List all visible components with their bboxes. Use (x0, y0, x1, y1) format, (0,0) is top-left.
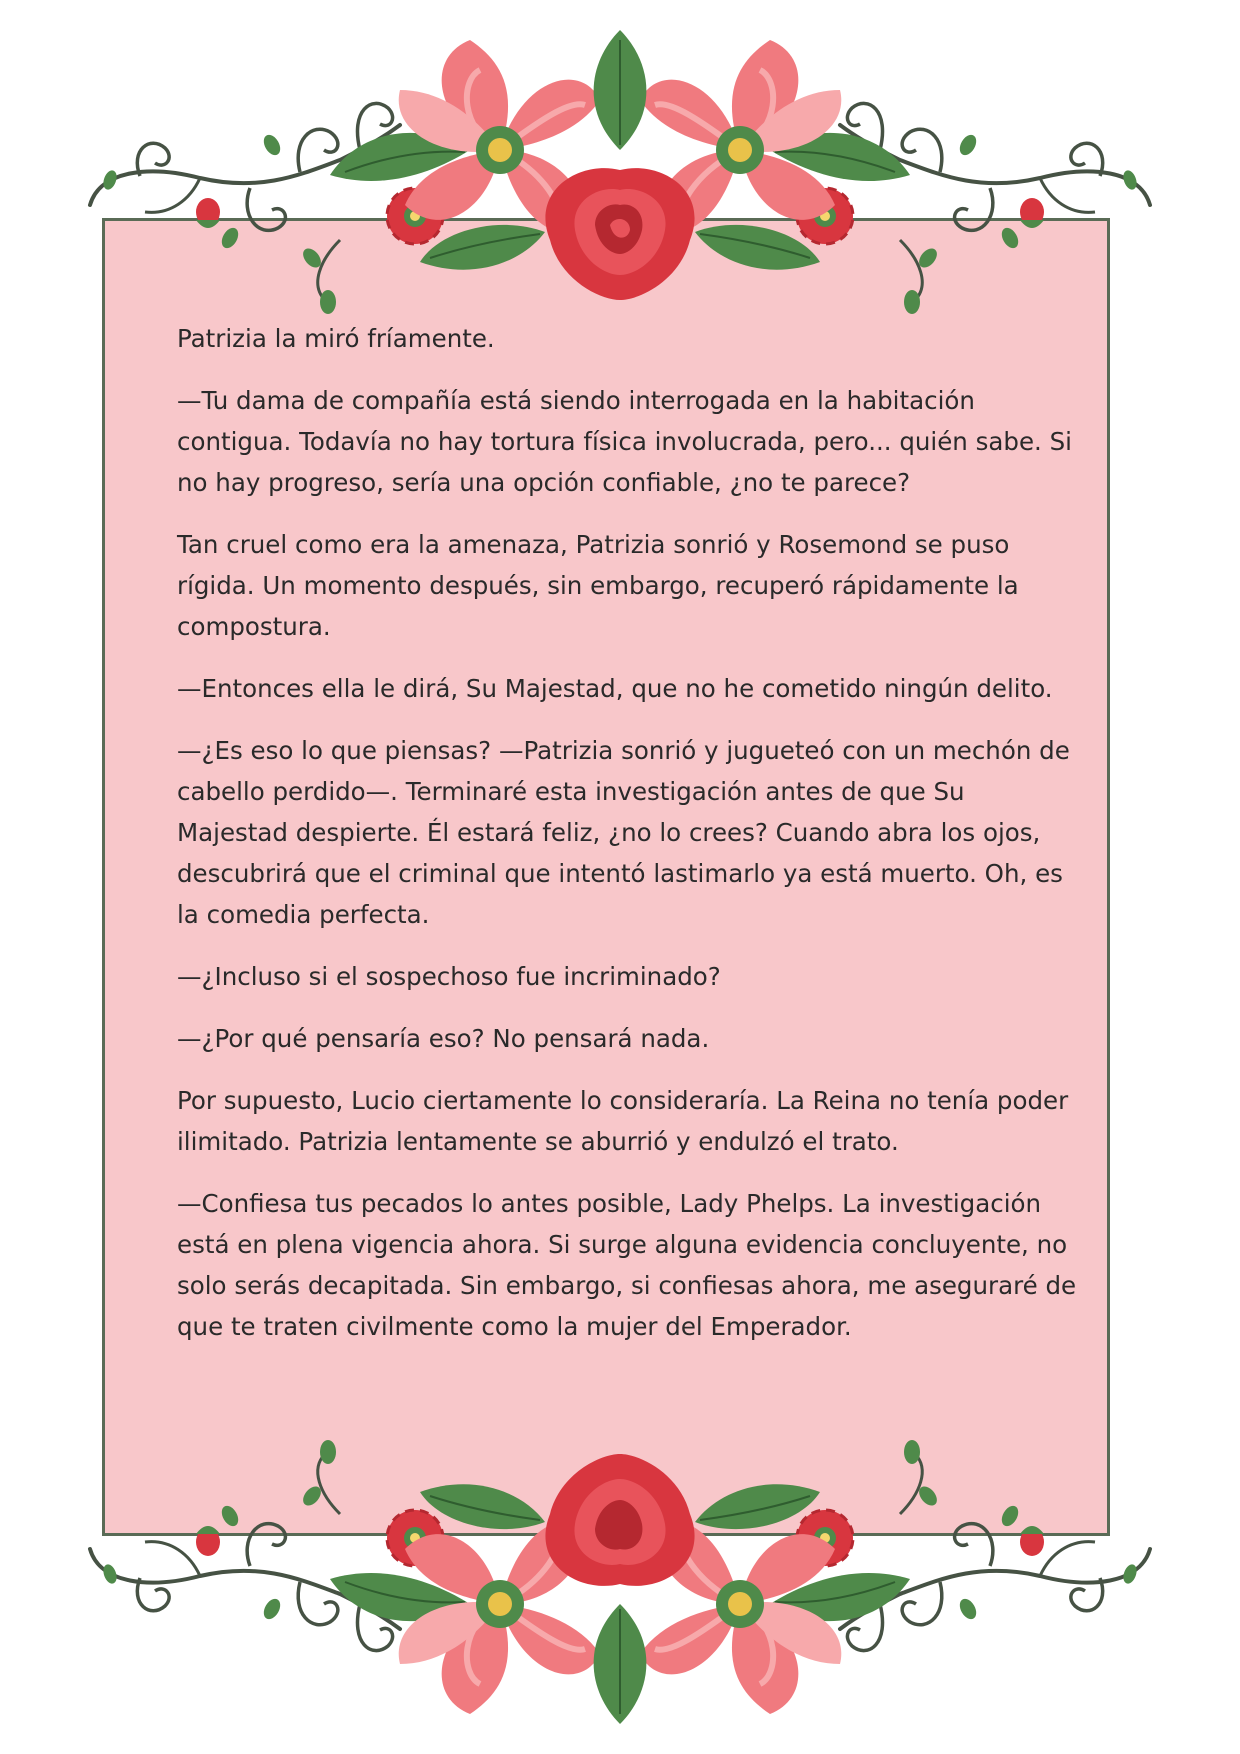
paragraph: —¿Incluso si el sospechoso fue incriminado? (177, 962, 721, 991)
paragraph: —Entonces ella le dirá, Su Majestad, que no he cometido ningún delito. (177, 674, 1053, 703)
paragraph: —¿Por qué pensaría eso? No pensará nada. (177, 1024, 710, 1053)
paragraph: Patrizia la miró fríamente. (177, 324, 495, 353)
paragraph: —¿Es eso lo que piensas? —Patrizia sonrió y jugueteó con un mechón de cabello perdido—. Terminaré esta investigación antes de que Su Majestad despierte. Él estará feliz, ¿no lo crees? Cuando abra los ojos, descubrirá que el criminal que intentó lastimarlo ya está muerto. Oh, es la comedia perfecta. (177, 736, 1070, 929)
paragraph: —Tu dama de compañía está siendo interrogada en la habitación contigua. Todavía no hay tortura física involucrada, pero... quién sabe. Si no hay progreso, sería una opción confiable, ¿no te parece? (177, 386, 1072, 497)
floral-garland-top-icon (0, 0, 1240, 340)
document-text-body (177, 318, 1077, 1368)
paragraph: Tan cruel como era la amenaza, Patrizia sonrió y Rosemond se puso rígida. Un momento después, sin embargo, recuperó rápidamente la compostura. (177, 530, 1019, 641)
paragraph: —Confiesa tus pecados lo antes posible, Lady Phelps. La investigación está en plena vigencia ahora. Si surge alguna evidencia concluyente, no solo serás decapitada. Sin embargo, si confiesas ahora, me aseguraré de que te traten civilmente como la mujer del Emperador. (177, 1189, 1077, 1341)
paragraph: Por supuesto, Lucio ciertamente lo consideraría. La Reina no tenía poder ilimitado. Patrizia lentamente se aburrió y endulzó el trato. (177, 1086, 1069, 1156)
floral-garland-bottom-icon (0, 1414, 1240, 1754)
